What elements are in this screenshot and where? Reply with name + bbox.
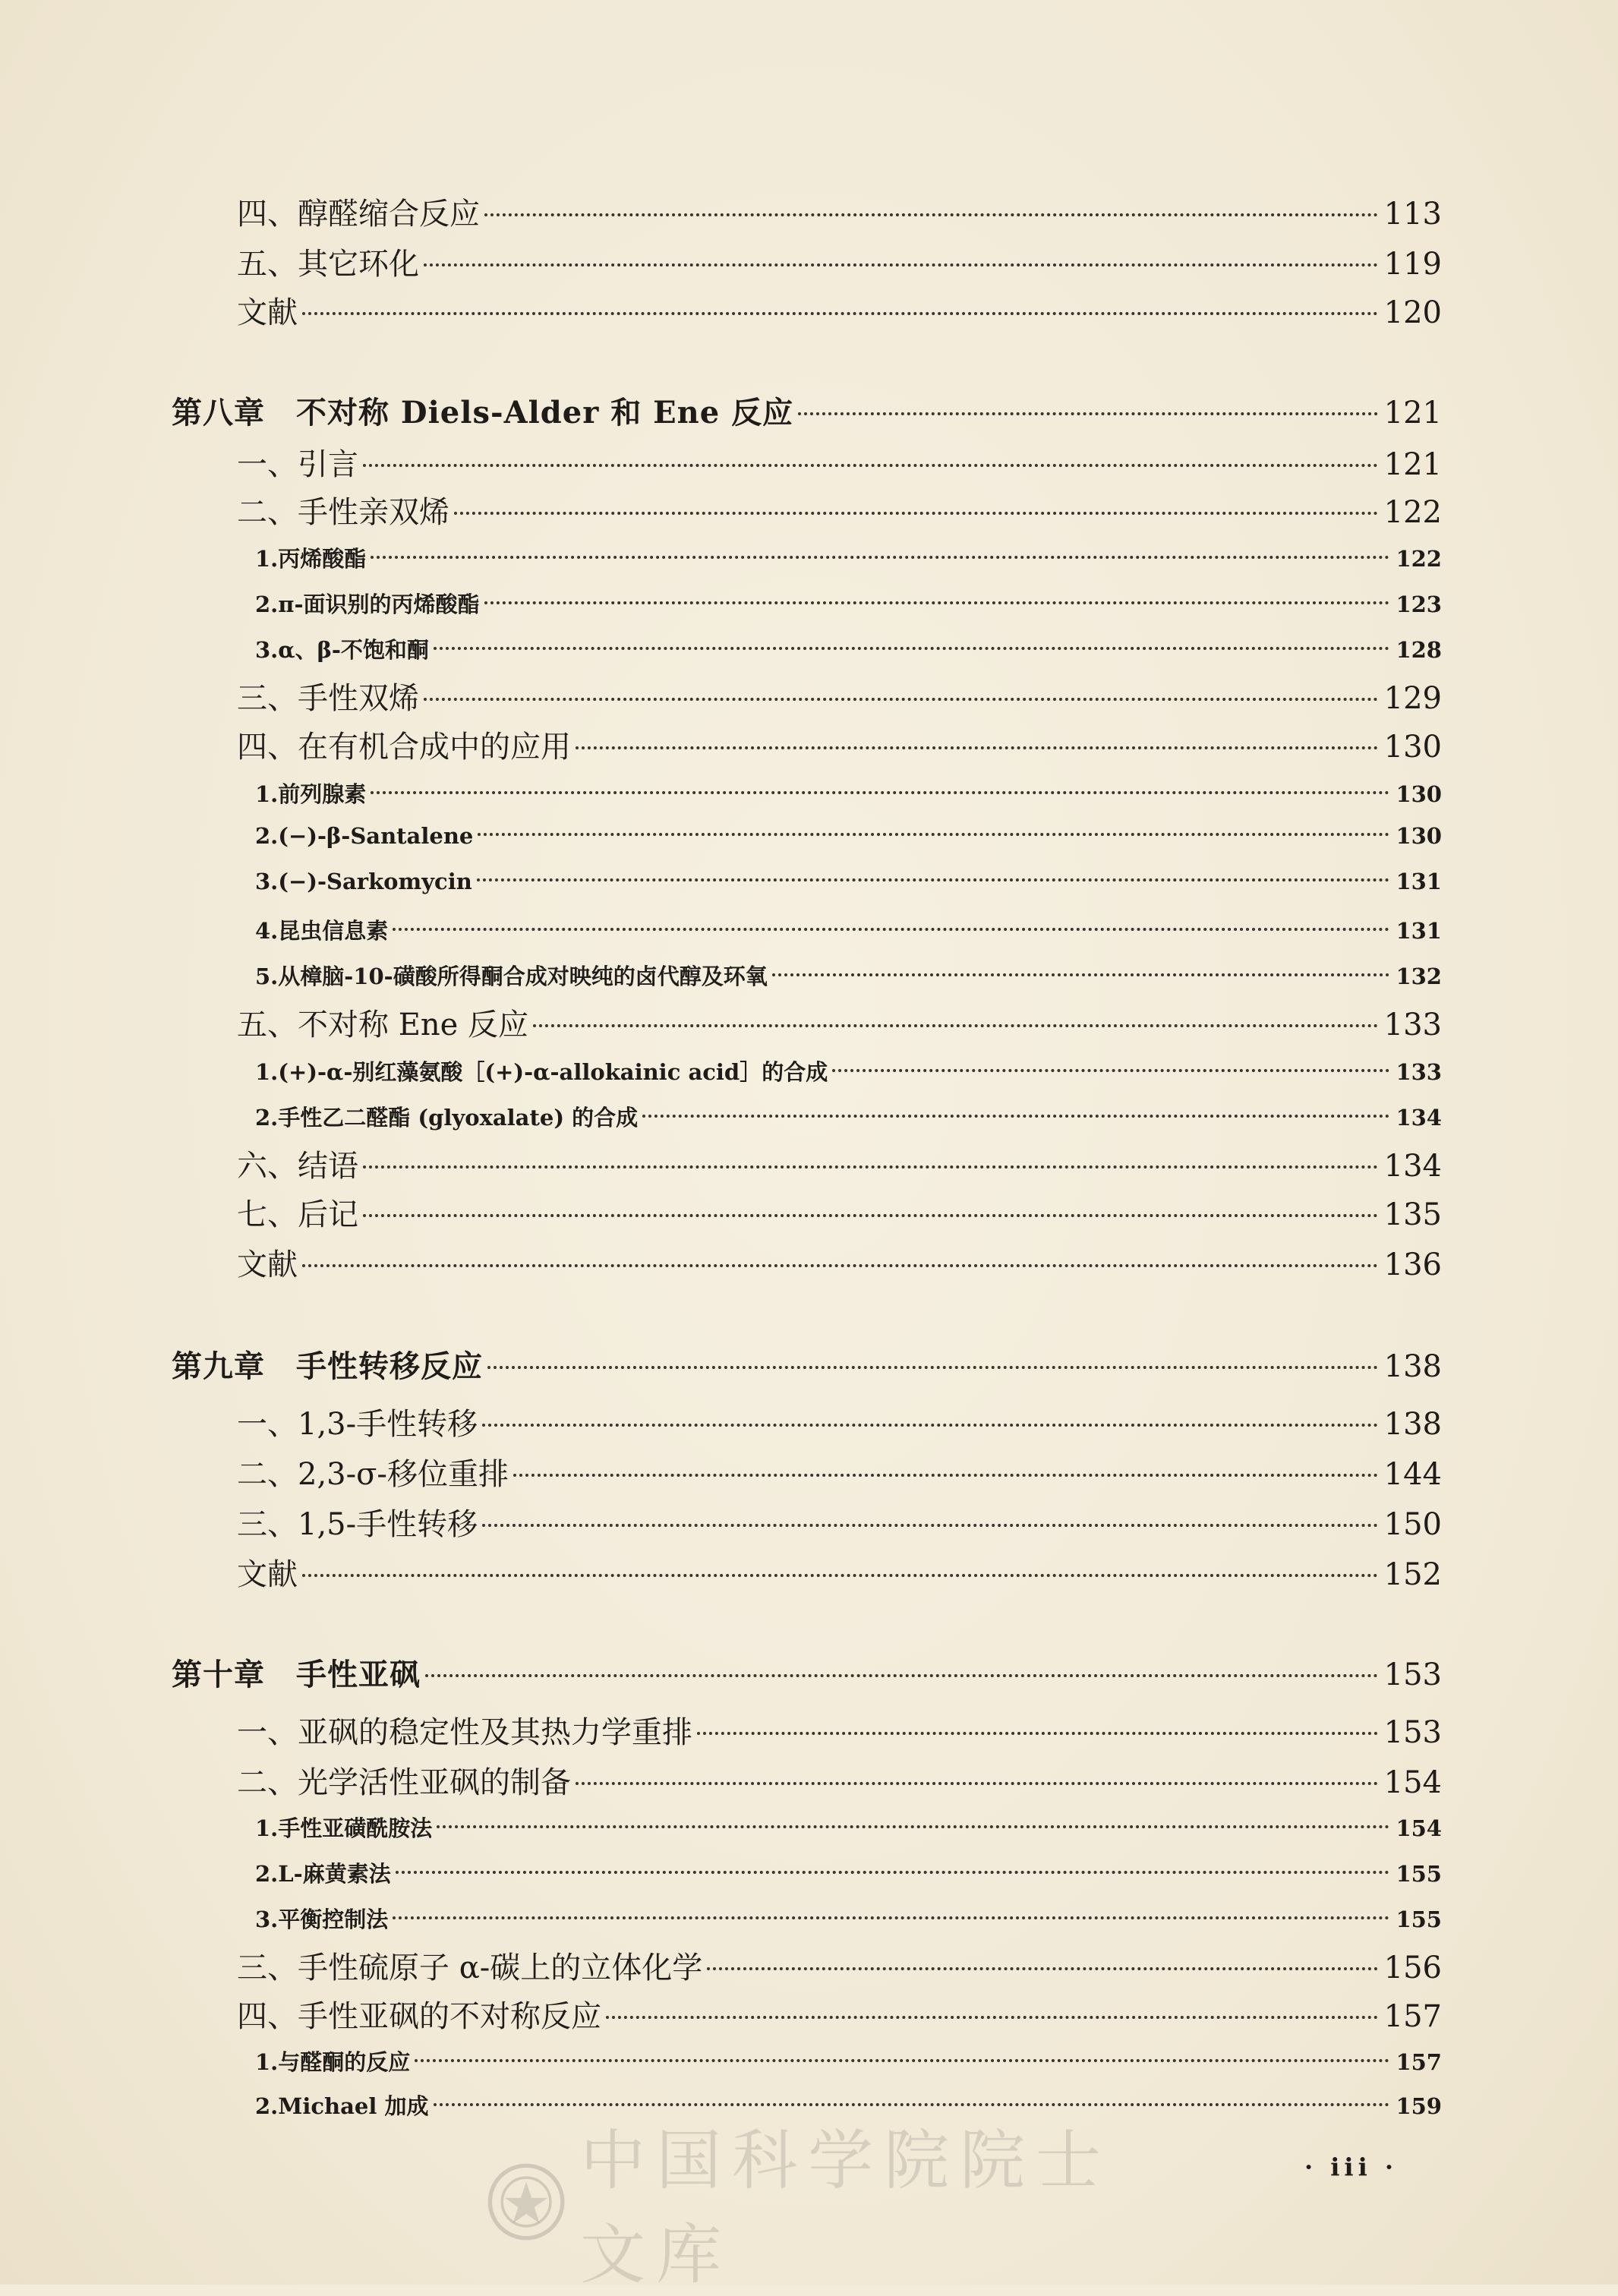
toc-subentry bbox=[255, 869, 1442, 894]
dot-leader bbox=[707, 1967, 1377, 1970]
toc-entry-title: 二、光学活性亚砜的制备 bbox=[237, 1765, 571, 1800]
toc-chapter bbox=[172, 389, 1442, 432]
toc-entry bbox=[237, 1241, 1442, 1284]
toc-chapter-title: 第十章 手性亚砜 bbox=[172, 1657, 421, 1692]
toc-entry-page: 132 bbox=[1396, 964, 1442, 989]
toc-entry-page: 133 bbox=[1383, 1008, 1442, 1042]
toc-entry-title: 文献 bbox=[237, 1247, 298, 1282]
toc-subentry bbox=[255, 914, 1442, 945]
toc-entry-title: 1.手性亚磺酰胺法 bbox=[255, 1815, 433, 1841]
toc-entry-title: 2.Michael 加成 bbox=[255, 2093, 429, 2119]
toc-entry-page: 144 bbox=[1383, 1457, 1442, 1492]
toc-entry bbox=[237, 1708, 1442, 1752]
toc-entry-title: 三、1,5-手性转移 bbox=[237, 1507, 478, 1542]
toc-entry bbox=[237, 1400, 1442, 1443]
toc-subentry bbox=[255, 588, 1442, 619]
toc-entry-page: 130 bbox=[1396, 781, 1442, 807]
dot-leader bbox=[371, 556, 1389, 559]
dot-leader bbox=[363, 1214, 1378, 1217]
toc-entry-page: 154 bbox=[1383, 1765, 1442, 1800]
toc-entry-page: 138 bbox=[1383, 1349, 1442, 1384]
toc-entry-title: 2.π-面识别的丙烯酸酯 bbox=[255, 591, 480, 617]
toc-entry-page: 134 bbox=[1383, 1149, 1442, 1184]
dot-leader bbox=[513, 1474, 1378, 1477]
toc-entry-title: 5.从樟脑-10-磺酸所得酮合成对映纯的卤代醇及环氧 bbox=[255, 964, 768, 989]
toc-entry-title: 3.平衡控制法 bbox=[255, 1906, 389, 1932]
dot-leader bbox=[832, 1069, 1389, 1072]
toc-entry-title: 七、后记 bbox=[237, 1197, 358, 1232]
toc-entry-title: 2.手性乙二醛酯 (glyoxalate) 的合成 bbox=[255, 1105, 639, 1131]
toc-entry-title: 二、手性亲双烯 bbox=[237, 495, 449, 530]
toc-entry-page: 155 bbox=[1396, 1906, 1442, 1932]
toc-entry-page: 157 bbox=[1396, 2049, 1442, 2075]
dot-leader bbox=[424, 263, 1378, 266]
toc-entry-title: 2.(−)-β-Santalene bbox=[255, 823, 474, 849]
toc-entry-page: 122 bbox=[1383, 495, 1442, 530]
dot-leader bbox=[434, 2103, 1390, 2106]
toc-entry bbox=[237, 1142, 1442, 1185]
toc-chapter bbox=[172, 1651, 1442, 1694]
dot-leader bbox=[484, 213, 1378, 216]
toc-entry-title: 四、醇醛缩合反应 bbox=[237, 197, 480, 232]
toc-entry-title: 二、2,3-σ-移位重排 bbox=[237, 1457, 509, 1492]
toc-entry-page: 152 bbox=[1383, 1557, 1442, 1592]
toc-entry-title: 一、引言 bbox=[237, 447, 358, 482]
dot-leader bbox=[642, 1115, 1389, 1118]
dot-leader bbox=[363, 464, 1378, 467]
toc-entry-page: 119 bbox=[1383, 247, 1442, 282]
dot-leader bbox=[302, 1574, 1378, 1577]
dot-leader bbox=[396, 1871, 1390, 1874]
toc-entry bbox=[237, 1758, 1442, 1802]
toc-entry-page: 129 bbox=[1383, 681, 1442, 716]
toc-entry bbox=[237, 1450, 1442, 1493]
toc-entry-title: 4.昆虫信息素 bbox=[255, 918, 389, 944]
toc-entry-title: 3.α、β-不饱和酮 bbox=[255, 637, 429, 663]
toc-entry-title: 三、手性硫原子 α-碳上的立体化学 bbox=[237, 1951, 703, 1985]
toc-entry-page: 131 bbox=[1396, 918, 1442, 944]
toc-subentry bbox=[255, 633, 1442, 664]
toc-chapter-title: 第九章 手性转移反应 bbox=[172, 1348, 483, 1384]
toc-entry-title: 文献 bbox=[237, 295, 298, 330]
toc-entry-title: 五、不对称 Ene 反应 bbox=[237, 1008, 529, 1042]
toc-entry-page: 135 bbox=[1383, 1197, 1442, 1232]
toc-entry bbox=[237, 289, 1442, 332]
toc-entry bbox=[237, 674, 1442, 718]
toc-entry-page: 121 bbox=[1383, 447, 1442, 482]
toc-chapter-title: 第八章 不对称 Diels-Alder 和 Ene 反应 bbox=[172, 395, 794, 430]
toc-entry-title: 六、结语 bbox=[237, 1149, 358, 1184]
page-number: · iii · bbox=[1304, 2152, 1398, 2181]
dot-leader bbox=[371, 791, 1389, 794]
toc-entry bbox=[237, 190, 1442, 233]
dot-leader bbox=[576, 1782, 1378, 1785]
dot-leader bbox=[487, 1366, 1378, 1369]
toc-subentry bbox=[255, 542, 1442, 573]
dot-leader bbox=[576, 746, 1378, 749]
toc-subentry bbox=[255, 1812, 1442, 1843]
toc-entry-page: 155 bbox=[1396, 1861, 1442, 1887]
dot-leader bbox=[437, 1825, 1389, 1828]
toc-entry-title: 1.前列腺素 bbox=[255, 781, 367, 807]
toc-entry bbox=[237, 1500, 1442, 1544]
toc-subentry bbox=[255, 1055, 1442, 1086]
toc-entry bbox=[237, 1191, 1442, 1234]
dot-leader bbox=[363, 1165, 1378, 1168]
toc-subentry bbox=[255, 823, 1442, 849]
toc-entry-page: 133 bbox=[1396, 1059, 1442, 1085]
dot-leader bbox=[434, 647, 1390, 650]
dot-leader bbox=[606, 2016, 1378, 2019]
toc-entry-title: 四、手性亚砜的不对称反应 bbox=[237, 1999, 601, 2034]
toc-entry-page: 134 bbox=[1396, 1105, 1442, 1131]
toc-entry bbox=[237, 1992, 1442, 2036]
toc-subentry bbox=[255, 960, 1442, 991]
dot-leader bbox=[697, 1732, 1378, 1735]
dot-leader bbox=[482, 1424, 1378, 1427]
toc-entry-page: 121 bbox=[1383, 396, 1442, 430]
toc-subentry bbox=[255, 1857, 1442, 1888]
dot-leader bbox=[798, 412, 1378, 415]
toc-entry-title: 1.丙烯酸酯 bbox=[255, 546, 367, 572]
toc-entry-title: 一、亚砜的稳定性及其热力学重排 bbox=[237, 1715, 692, 1750]
dot-leader bbox=[415, 2059, 1389, 2062]
toc-entry bbox=[237, 440, 1442, 484]
dot-leader bbox=[425, 1674, 1378, 1677]
toc-entry-page: 154 bbox=[1396, 1815, 1442, 1841]
toc-entry-page: 136 bbox=[1383, 1247, 1442, 1282]
dot-leader bbox=[393, 928, 1389, 931]
toc-entry-title: 文献 bbox=[237, 1557, 298, 1592]
toc-entry bbox=[237, 488, 1442, 531]
toc-entry-page: 122 bbox=[1396, 546, 1442, 572]
dot-leader bbox=[424, 698, 1378, 701]
toc-entry-title: 三、手性双烯 bbox=[237, 681, 419, 716]
dot-leader bbox=[533, 1024, 1378, 1027]
toc-chapter bbox=[172, 1342, 1442, 1386]
toc-subentry bbox=[255, 1101, 1442, 1132]
dot-leader bbox=[484, 601, 1390, 604]
toc-entry bbox=[237, 1550, 1442, 1594]
toc-entry-page: 150 bbox=[1383, 1507, 1442, 1542]
dot-leader bbox=[302, 1264, 1378, 1267]
dot-leader bbox=[454, 512, 1378, 515]
toc-entry-title: 1.与醛酮的反应 bbox=[255, 2049, 411, 2075]
dot-leader bbox=[478, 833, 1389, 836]
dot-leader bbox=[482, 1524, 1378, 1527]
toc-entry-title: 四、在有机合成中的应用 bbox=[237, 730, 571, 765]
dot-leader bbox=[477, 878, 1390, 882]
dot-leader bbox=[302, 312, 1378, 315]
toc-entry bbox=[237, 1001, 1442, 1044]
watermark-text: 中国科学院院士文库 bbox=[580, 2123, 1112, 2293]
toc-entry-page: 156 bbox=[1383, 1951, 1442, 1985]
toc-entry-page: 153 bbox=[1383, 1657, 1442, 1692]
toc-entry-page: 130 bbox=[1396, 823, 1442, 849]
toc-entry-title: 2.L-麻黄素法 bbox=[255, 1861, 391, 1887]
dot-leader bbox=[772, 973, 1390, 976]
toc-subentry bbox=[255, 777, 1442, 809]
toc-entry-page: 131 bbox=[1396, 869, 1442, 894]
toc-subentry bbox=[255, 2045, 1442, 2077]
toc-entry bbox=[237, 723, 1442, 766]
toc-entry bbox=[237, 240, 1442, 283]
toc-entry-page: 157 bbox=[1383, 1999, 1442, 2034]
toc-entry-page: 123 bbox=[1396, 591, 1442, 617]
toc-entry-page: 113 bbox=[1383, 197, 1442, 232]
toc-entry-page: 138 bbox=[1383, 1407, 1442, 1442]
dot-leader bbox=[393, 1916, 1389, 1919]
library-watermark bbox=[486, 2123, 1184, 2293]
toc-entry-page: 128 bbox=[1396, 637, 1442, 663]
toc-entry-page: 159 bbox=[1396, 2093, 1442, 2119]
toc-entry-title: 一、1,3-手性转移 bbox=[237, 1407, 478, 1442]
toc-entry-page: 120 bbox=[1383, 295, 1442, 330]
toc-entry-title: 五、其它环化 bbox=[237, 247, 419, 282]
toc-entry-title: 3.(−)-Sarkomycin bbox=[255, 869, 472, 894]
toc-subentry bbox=[255, 1903, 1442, 1934]
toc-entry bbox=[237, 1944, 1442, 1987]
toc-entry-page: 153 bbox=[1383, 1715, 1442, 1750]
academy-seal-icon bbox=[486, 2156, 566, 2247]
toc-entry-page: 130 bbox=[1383, 730, 1442, 765]
toc-entry-title: 1.(+)-α-别红藻氨酸［(+)-α-allokainic acid］的合成 bbox=[255, 1059, 828, 1085]
